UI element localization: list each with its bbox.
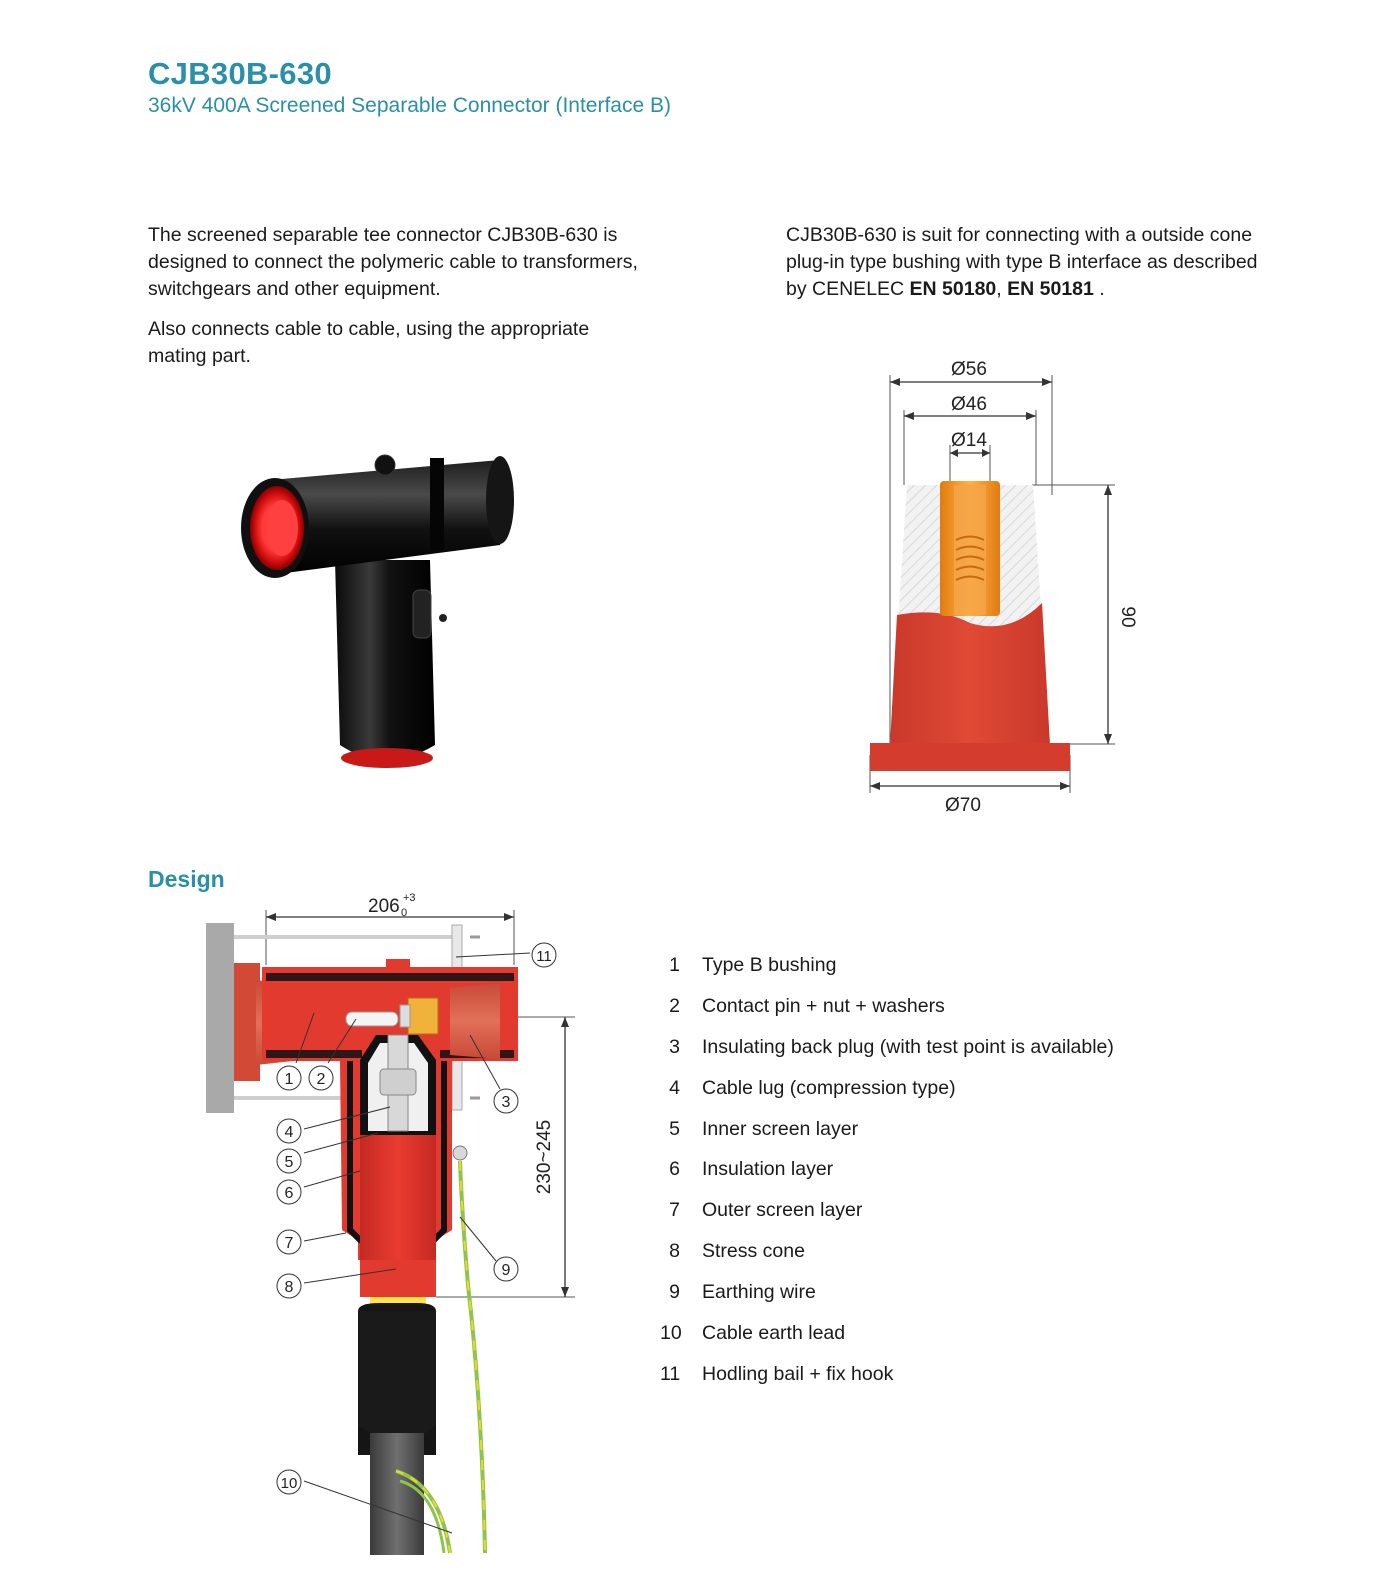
dim-label-width: 206 [368, 896, 400, 917]
callout-5-label: 5 [284, 1154, 294, 1171]
legend-number: 2 [669, 994, 680, 1017]
page-subtitle: 36kV 400A Screened Separable Connector (Interface B) [148, 94, 671, 117]
legend-number: 6 [669, 1158, 680, 1181]
legend-number: 4 [669, 1076, 680, 1099]
callout-1-label: 1 [284, 1071, 294, 1088]
callout-4 [277, 1119, 301, 1143]
interface-description: CJB30B-630 is suit for connecting with a outside cone plug-in type bushing with type B interface as described by CENELEC [786, 224, 1258, 300]
legend-label: Inner screen layer [702, 1117, 859, 1140]
legend-item [660, 1068, 1114, 1109]
dim-label-width-tol-upper: +3 [403, 892, 416, 904]
callout-7-label: 7 [284, 1235, 294, 1252]
dim-label-height: 90 [1117, 606, 1138, 628]
design-legend [660, 945, 1114, 1395]
product-photo [230, 440, 540, 790]
legend-label: Hodling bail + fix hook [702, 1362, 894, 1385]
standard-en-50181: EN 50181 [1007, 278, 1094, 300]
legend-number: 1 [669, 953, 680, 976]
legend-item [660, 1354, 1114, 1395]
legend-item [660, 1272, 1114, 1313]
callout-7 [277, 1230, 301, 1254]
callout-6 [277, 1180, 301, 1204]
callout-11 [532, 943, 556, 967]
callout-10-label: 10 [280, 1475, 298, 1492]
callout-6-label: 6 [284, 1185, 294, 1202]
legend-item [660, 986, 1114, 1027]
legend-number: 3 [669, 1035, 680, 1058]
dim-label-base: Ø70 [945, 795, 981, 816]
legend-label: Insulating back plug (with test point is available) [702, 1035, 1114, 1058]
legend-number: 5 [669, 1117, 680, 1140]
legend-number: 9 [669, 1281, 680, 1304]
intro-paragraph-1: The screened separable tee connector CJB30B-630 is designed to connect the polymeric cable to transformers, switchgears and other equipment. [148, 224, 638, 300]
legend-item [660, 1313, 1114, 1354]
legend-label: Earthing wire [702, 1281, 816, 1304]
callout-9-label: 9 [501, 1262, 511, 1279]
intro-paragraph-2: Also connects cable to cable, using the appropriate mating part. [148, 318, 590, 367]
legend-item [660, 1027, 1114, 1068]
legend-label: Contact pin + nut + washers [702, 994, 945, 1017]
legend-label: Stress cone [702, 1240, 805, 1263]
dim-label-width-tol-lower: 0 [401, 907, 408, 919]
standard-separator: , [996, 278, 1008, 300]
design-cross-section [200, 885, 600, 1565]
callout-5 [277, 1149, 301, 1173]
legend-item [660, 945, 1114, 986]
callout-1 [277, 1066, 301, 1090]
legend-label: Outer screen layer [702, 1199, 863, 1222]
legend-item [660, 1109, 1114, 1150]
legend-item [660, 1231, 1114, 1272]
callout-4-label: 4 [284, 1124, 294, 1141]
legend-number: 10 [660, 1321, 682, 1344]
legend-number: 8 [669, 1240, 680, 1263]
callout-10 [277, 1470, 301, 1494]
dim-label-pin: Ø14 [951, 430, 987, 451]
bushing-dimension-drawing [850, 345, 1150, 825]
legend-label: Insulation layer [702, 1158, 834, 1181]
legend-item [660, 1149, 1114, 1190]
dim-label-top-outer: Ø56 [951, 359, 987, 380]
legend-number: 7 [669, 1199, 680, 1222]
callout-8 [277, 1274, 301, 1298]
callout-2-label: 2 [316, 1071, 326, 1088]
callout-3-label: 3 [501, 1094, 511, 1111]
dim-label-height: 230~245 [534, 1119, 555, 1195]
callout-8-label: 8 [284, 1279, 294, 1296]
design-heading: Design [148, 866, 225, 892]
standard-en-50180: EN 50180 [909, 278, 997, 300]
legend-number: 11 [660, 1362, 681, 1385]
callout-3 [494, 1089, 518, 1113]
legend-label: Cable lug (compression type) [702, 1076, 956, 1099]
legend-label: Type B bushing [702, 953, 837, 976]
dim-label-top-inner: Ø46 [951, 394, 987, 415]
callout-9 [494, 1257, 518, 1281]
callout-11-label: 11 [536, 948, 552, 965]
callout-2 [309, 1066, 333, 1090]
page-title: CJB30B-630 [148, 56, 332, 91]
legend-item [660, 1190, 1114, 1231]
standard-suffix: . [1093, 278, 1105, 300]
legend-label: Cable earth lead [702, 1321, 846, 1344]
intro-paragraph-3 [786, 222, 1266, 303]
